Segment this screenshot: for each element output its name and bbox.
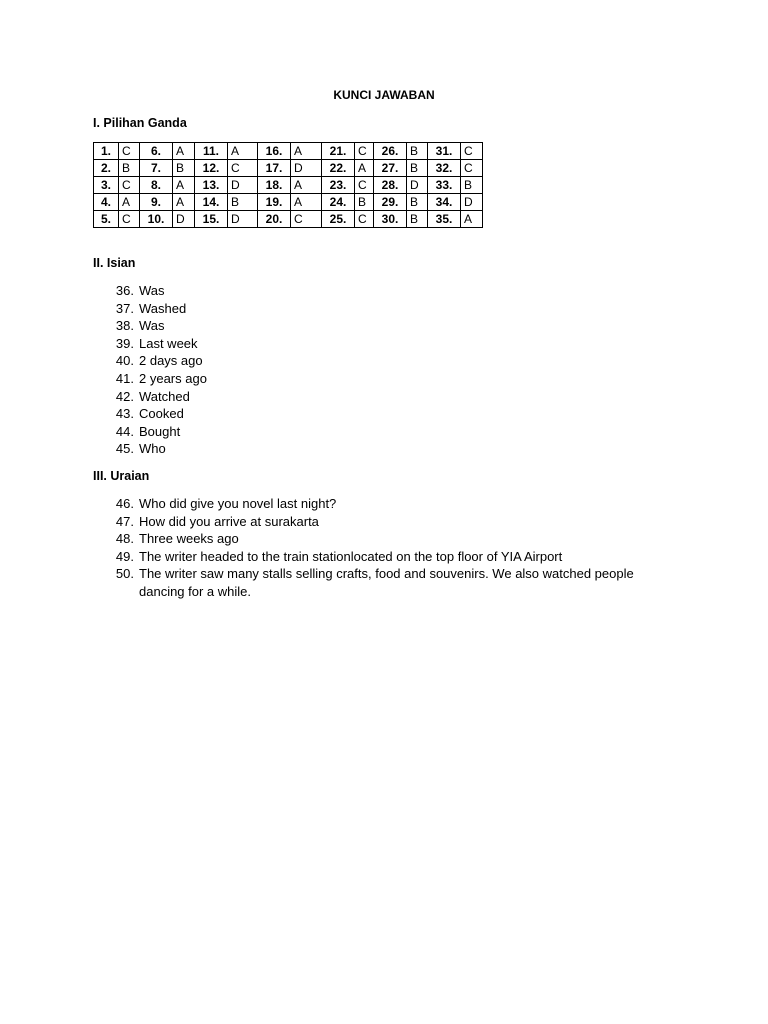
- item-text: The writer headed to the train stationlocated on the top floor of YIA Airport: [139, 548, 563, 564]
- item-number: 48.: [115, 531, 134, 547]
- table-row: [94, 177, 483, 194]
- item-text: The writer saw many stalls selling crafts, food and souvenirs. We also watched people dancing for a while.: [139, 566, 634, 599]
- item-number: 38.: [115, 318, 134, 334]
- answer-cell: D: [407, 177, 428, 194]
- question-number-cell: 32.: [428, 160, 461, 177]
- question-number-cell: 34.: [428, 194, 461, 211]
- section-heading-uraian: III. Uraian: [93, 469, 150, 483]
- section-heading-pilihan-ganda: I. Pilihan Ganda: [93, 116, 187, 130]
- item-text: Who did give you novel last night?: [139, 496, 337, 511]
- table-row: [94, 160, 483, 177]
- answer-cell: C: [461, 160, 483, 177]
- table-row: [94, 143, 483, 160]
- question-number-cell: 19.: [258, 194, 291, 211]
- question-number-cell: 17.: [258, 160, 291, 177]
- item-text: Watched: [139, 388, 190, 404]
- answer-cell: A: [355, 160, 374, 177]
- item-number: 49.: [115, 548, 134, 564]
- question-number-cell: 35.: [428, 211, 461, 228]
- item-number: 47.: [115, 513, 134, 529]
- item-number: 37.: [115, 300, 134, 316]
- item-text: Was: [139, 318, 165, 334]
- question-number-cell: 25.: [322, 211, 355, 228]
- item-text: 2 years ago: [139, 370, 207, 386]
- question-number-cell: 11.: [195, 143, 228, 160]
- question-number-cell: 21.: [322, 143, 355, 160]
- question-number-cell: 7.: [140, 160, 173, 177]
- item-number: 41.: [115, 370, 134, 386]
- table-row: [94, 194, 483, 211]
- answer-cell: A: [173, 177, 195, 194]
- item-text: Last week: [139, 335, 198, 351]
- answer-cell: C: [228, 160, 258, 177]
- answer-cell: B: [407, 194, 428, 211]
- answer-cell: B: [355, 194, 374, 211]
- question-number-cell: 1.: [94, 143, 119, 160]
- answer-cell: A: [291, 143, 322, 160]
- item-text: 2 days ago: [139, 353, 203, 369]
- question-number-cell: 5.: [94, 211, 119, 228]
- answer-cell: B: [173, 160, 195, 177]
- question-number-cell: 29.: [374, 194, 407, 211]
- answer-key-table: [93, 142, 483, 228]
- question-number-cell: 27.: [374, 160, 407, 177]
- question-number-cell: 14.: [195, 194, 228, 211]
- question-number-cell: 9.: [140, 194, 173, 211]
- answer-cell: C: [291, 211, 322, 228]
- item-number: 36.: [115, 283, 134, 298]
- question-number-cell: 13.: [195, 177, 228, 194]
- item-number: 39.: [115, 335, 134, 351]
- item-text: Washed: [139, 300, 187, 316]
- question-number-cell: 4.: [94, 194, 119, 211]
- answer-cell: A: [461, 211, 483, 228]
- item-number: 42.: [115, 388, 134, 404]
- item-text: Was: [139, 283, 165, 298]
- question-number-cell: 15.: [195, 211, 228, 228]
- item-number: 40.: [115, 353, 134, 369]
- question-number-cell: 3.: [94, 177, 119, 194]
- question-number-cell: 28.: [374, 177, 407, 194]
- answer-cell: A: [173, 143, 195, 160]
- question-number-cell: 12.: [195, 160, 228, 177]
- answer-cell: B: [461, 177, 483, 194]
- question-number-cell: 24.: [322, 194, 355, 211]
- item-text: How did you arrive at surakarta: [139, 513, 319, 529]
- answer-cell: C: [355, 177, 374, 194]
- table-row: [94, 211, 483, 228]
- answer-cell: D: [228, 177, 258, 194]
- answer-cell: C: [355, 143, 374, 160]
- question-number-cell: 16.: [258, 143, 291, 160]
- answer-cell: C: [461, 143, 483, 160]
- item-number: 45.: [115, 441, 134, 457]
- answer-cell: B: [407, 143, 428, 160]
- answer-cell: A: [291, 194, 322, 211]
- answer-cell: C: [355, 211, 374, 228]
- answer-cell: D: [461, 194, 483, 211]
- question-number-cell: 2.: [94, 160, 119, 177]
- question-number-cell: 26.: [374, 143, 407, 160]
- question-number-cell: 33.: [428, 177, 461, 194]
- answer-cell: D: [291, 160, 322, 177]
- item-number: 50.: [115, 566, 134, 582]
- question-number-cell: 20.: [258, 211, 291, 228]
- item-text: Three weeks ago: [139, 531, 239, 547]
- question-number-cell: 22.: [322, 160, 355, 177]
- answer-cell: C: [119, 143, 140, 160]
- answer-cell: B: [119, 160, 140, 177]
- answer-cell: A: [291, 177, 322, 194]
- answer-cell: B: [407, 211, 428, 228]
- question-number-cell: 18.: [258, 177, 291, 194]
- section-heading-isian: II. Isian: [93, 256, 136, 270]
- question-number-cell: 23.: [322, 177, 355, 194]
- item-text: Bought: [139, 423, 181, 439]
- item-number: 46.: [115, 496, 134, 511]
- answer-cell: A: [173, 194, 195, 211]
- answer-cell: B: [228, 194, 258, 211]
- answer-cell: A: [228, 143, 258, 160]
- answer-cell: A: [119, 194, 140, 211]
- page-title: KUNCI JAWABAN: [333, 88, 435, 102]
- item-text: Who: [139, 441, 166, 457]
- question-number-cell: 6.: [140, 143, 173, 160]
- answer-cell: D: [228, 211, 258, 228]
- answer-cell: B: [407, 160, 428, 177]
- answer-cell: D: [173, 211, 195, 228]
- question-number-cell: 10.: [140, 211, 173, 228]
- question-number-cell: 30.: [374, 211, 407, 228]
- item-text: Cooked: [139, 406, 184, 422]
- answer-cell: C: [119, 211, 140, 228]
- item-number: 43.: [115, 406, 134, 422]
- item-number: 44.: [115, 423, 134, 439]
- question-number-cell: 31.: [428, 143, 461, 160]
- question-number-cell: 8.: [140, 177, 173, 194]
- answer-cell: C: [119, 177, 140, 194]
